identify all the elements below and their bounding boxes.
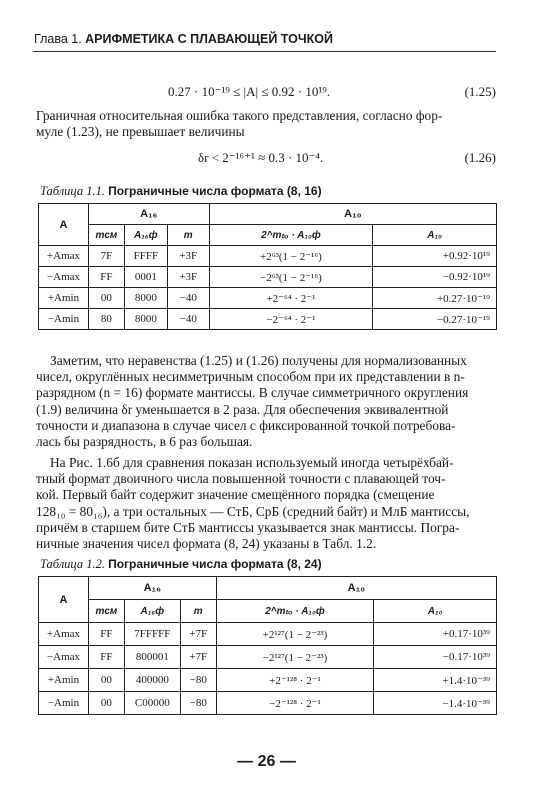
cell: +Amin (39, 669, 89, 692)
cell: +3F (167, 246, 209, 267)
running-header (34, 32, 496, 46)
cell: 8000 (124, 309, 167, 330)
cell: FF (88, 623, 124, 646)
caption-prefix: Таблица 1.2. (40, 557, 109, 571)
table-1-2-caption (40, 557, 322, 572)
cell: 400000 (124, 669, 180, 692)
group-a10-header: A₁₀ (209, 204, 496, 225)
cell: +Amax (39, 623, 89, 646)
cell: −0.17·10³⁹ (374, 646, 497, 669)
cell: +2⁻⁶⁴ · 2⁻¹ (209, 288, 372, 309)
cell: −2⁶³(1 − 2⁻¹⁶) (209, 267, 372, 288)
cell: −40 (167, 309, 209, 330)
page-number: — 26 — (237, 753, 296, 770)
text-line: лась бы разрядность, в 6 раз большая. (36, 434, 253, 450)
cell: +2⁶³(1 − 2⁻¹⁶) (209, 246, 372, 267)
cell: +1.4·10⁻³⁹ (374, 669, 497, 692)
cell: 80 (88, 309, 124, 330)
paragraph-relative-error (36, 108, 496, 140)
table-1-2 (38, 576, 497, 715)
cell: −2⁻⁶⁴ · 2⁻¹ (209, 309, 372, 330)
cell: −80 (180, 692, 216, 715)
cell: +Amin (39, 288, 89, 309)
text-line: 128₁₀ = 80₁₆), а три остальных — СтБ, СрБ (средний байт) и МлБ мантиссы, (36, 503, 470, 519)
text-line: Заметим, что неравенства (1.25) и (1.26) получены для нормализованных (50, 353, 467, 368)
col-a-header: A (39, 204, 89, 246)
cell: −2⁻¹²⁸ · 2⁻¹ (216, 692, 374, 715)
group-a10-header: A₁₀ (216, 577, 496, 600)
cell: 800001 (124, 646, 180, 669)
caption-title: Пограничные числа формата (8, 16) (108, 184, 322, 198)
subheader-formula: 2^mₜₒ · A₁₀ф (209, 225, 372, 246)
cell: 8000 (124, 288, 167, 309)
subheader-msm: mсм (88, 225, 124, 246)
cell: +2⁻¹²⁸ · 2⁻¹ (216, 669, 374, 692)
cell: 00 (88, 288, 124, 309)
equation-number-1-25: (1.25) (464, 84, 496, 99)
header-rule (33, 51, 496, 52)
paragraph-remark (36, 353, 496, 450)
chapter-prefix: Глава 1. (34, 32, 86, 46)
cell: +0.92·10¹⁹ (373, 246, 497, 267)
cell: −40 (167, 288, 209, 309)
chapter-title: АРИФМЕТИКА С ПЛАВАЮЩЕЙ ТОЧКОЙ (85, 32, 333, 46)
text-line: Граничная относительная ошибка такого представления, согласно фор- (36, 108, 443, 123)
cell: FFFF (124, 246, 167, 267)
table-row (39, 267, 497, 288)
text-line: чисел, округлённых несимметричным способом при их представлении в n- (36, 369, 465, 385)
cell: FF (88, 267, 124, 288)
cell: +7F (180, 646, 216, 669)
cell: 7F (88, 246, 124, 267)
equation-number-1-26: (1.26) (464, 150, 496, 165)
table-row (39, 692, 497, 715)
cell: −2¹²⁷(1 − 2⁻²³) (216, 646, 374, 669)
cell: FF (88, 646, 124, 669)
equation-1-25: 0.27 · 10⁻¹⁹ ≤ |A| ≤ 0.92 · 10¹⁹. (168, 84, 330, 99)
cell: −80 (180, 669, 216, 692)
subheader-a10: A₁₀ (373, 225, 497, 246)
table-row (39, 623, 497, 646)
cell: +0.17·10³⁹ (374, 623, 497, 646)
cell: 00 (88, 669, 124, 692)
equation-1-26: δr < 2⁻¹⁶⁺¹ ≈ 0.3 · 10⁻⁴. (198, 150, 324, 165)
subheader-m: m (167, 225, 209, 246)
cell: −Amax (39, 267, 89, 288)
text-line: кой. Первый байт содержит значение смещённого порядка (смещение (36, 487, 435, 503)
text-line: разрядном (n = 16) формате мантиссы. В случае симметричного округления (36, 385, 469, 401)
cell: −0.92·10¹⁹ (373, 267, 497, 288)
cell: −Amax (39, 646, 89, 669)
cell: C00000 (124, 692, 180, 715)
text-line: муле (1.23), не превышает величины (36, 124, 245, 140)
text-line: причём в старшем бите СтБ мантиссы указывается знак мантиссы. Погра- (36, 519, 460, 535)
text-line: (1.9) величина δr уменьшается в 2 раза. Для обеспечения эквивалентной (36, 401, 449, 417)
cell: 7FFFFF (124, 623, 180, 646)
table-row (39, 288, 497, 309)
cell: −0.27·10⁻¹⁹ (373, 309, 497, 330)
table-1-1-caption (40, 184, 322, 199)
text-line: На Рис. 1.6б для сравнения показан используемый иногда четырёхбай- (50, 455, 454, 470)
cell: +Amax (39, 246, 89, 267)
subheader-a16f: A₁₆ф (124, 225, 167, 246)
table-row (39, 646, 497, 669)
cell: 0001 (124, 267, 167, 288)
col-a-header: A (39, 577, 89, 623)
cell: +3F (167, 267, 209, 288)
subheader-a16f: A₁₆ф (124, 600, 180, 623)
caption-prefix: Таблица 1.1. (40, 184, 109, 198)
text-line: тный формат двоичного числа повышенной точности с плавающей точ- (36, 471, 446, 487)
subheader-msm: mсм (88, 600, 124, 623)
table-1-1 (38, 203, 497, 330)
text-line: ничные значения чисел формата (8, 24) указаны в Табл. 1.2. (36, 536, 377, 552)
cell: −Amin (39, 309, 89, 330)
group-a16-header: A₁₆ (88, 204, 209, 225)
table-row (39, 309, 497, 330)
cell: 00 (88, 692, 124, 715)
subheader-formula: 2^mₜₒ · A₁₀ф (216, 600, 374, 623)
cell: +0.27·10⁻¹⁹ (373, 288, 497, 309)
cell: −Amin (39, 692, 89, 715)
caption-title: Пограничные числа формата (8, 24) (108, 557, 322, 571)
paragraph-four-byte-format (36, 455, 496, 552)
table-row (39, 246, 497, 267)
cell: +7F (180, 623, 216, 646)
table-row (39, 669, 497, 692)
group-a16-header: A₁₆ (88, 577, 216, 600)
cell: −1.4·10⁻³⁹ (374, 692, 497, 715)
cell: +2¹²⁷(1 − 2⁻²³) (216, 623, 374, 646)
subheader-m: m (180, 600, 216, 623)
text-line: точности и диапазона в случае чисел с фиксированной точкой потребова- (36, 417, 456, 433)
subheader-a10: A₁₀ (374, 600, 497, 623)
